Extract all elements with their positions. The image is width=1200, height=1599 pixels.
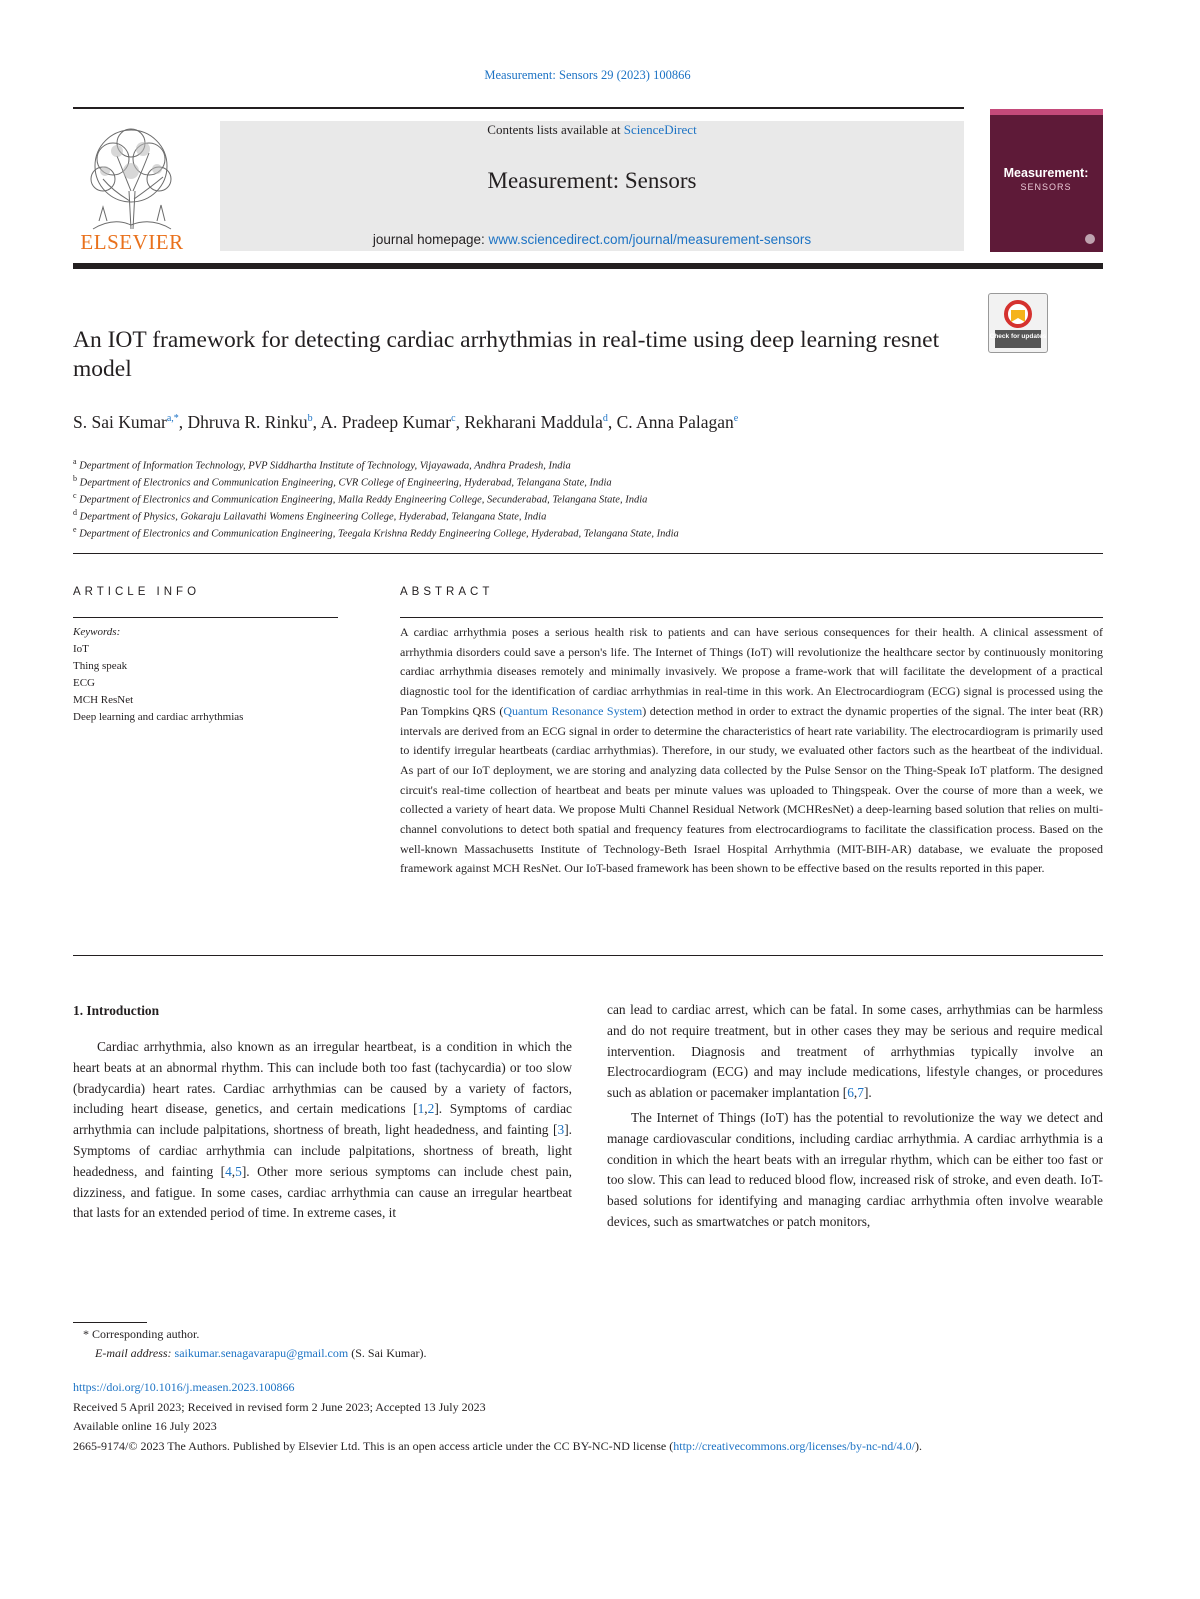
header-rule: [73, 107, 964, 109]
license-link[interactable]: http://creativecommons.org/licenses/by-nc-nd/4.0/: [673, 1438, 915, 1453]
intro-paragraph-2: The Internet of Things (IoT) has the potential to revolutionize the way we detect and manage cardiovascular conditions, including cardiac arrhythmia. A cardiac arrhythmia is a condition in which the heart beats with an irregular rhythm, which can be either too fast or too slow. This can lead to reduced blood flow, increased risk of stroke, and even death. IoT-based solutions for identifying and managing cardiac arrhythmia often involve wearable devices, such as smartwatches or patch monitors,: [607, 1109, 1103, 1229]
author-affiliation-marker[interactable]: d: [602, 413, 608, 425]
abstract-heading: ABSTRACT: [400, 586, 494, 598]
affiliation-key: a: [73, 457, 77, 466]
elsevier-wordmark: ELSEVIER: [80, 230, 184, 253]
cover-image: [990, 109, 1103, 252]
author-separator: ,: [178, 412, 188, 432]
affiliation-text: Department of Physics, Gokaraju Lailavathi Womens Engineering College, Hyderabad, Telangana State, India: [79, 511, 547, 523]
author-affiliation-marker[interactable]: c: [451, 413, 456, 425]
keywords-block: [73, 624, 338, 726]
cover-title: Measurement:: [1003, 166, 1089, 180]
homepage-line: [220, 232, 964, 247]
license-line: 2665-9174/© 2023 The Authors. Published by Elsevier Ltd. This is an open access article under the CC BY-NC-ND license (http://creativecommons.org/licenses/by-nc-nd/4.0/).: [73, 1438, 922, 1453]
abstract-part1: A cardiac arrhythmia poses a serious health risk to patients and can have serious consequences for their health. A clinical assessment of arrhythmia disorders could save a person's life. The Internet of Things (IoT) will revolutionize the healthcare sector by continuously monitoring cardiac arrhythmia diseases remotely and minimally invasively. We propose a frame-work that will facilitate the development of a practical diagnostic tool for the identification of cardiac arrhythmias in real-time in this work. An Electrocardiogram (ECG) signal is processed using the Pan Tompkins QRS (: [400, 625, 1103, 718]
article-title: An IOT framework for detecting cardiac arrhythmias in real-time using deep learning resnet model: [73, 327, 940, 382]
ref-link[interactable]: 6: [847, 1085, 854, 1101]
ref-link[interactable]: 3: [557, 1122, 565, 1138]
affiliation-text: Department of Electronics and Communication Engineering, Teegala Krishna Reddy Engineering College, Hyderabad, Telangana State, India: [79, 528, 679, 540]
right-column: [607, 1000, 1103, 1233]
author-name: Rekharani Maddula: [464, 412, 603, 432]
email-line: [73, 1344, 673, 1363]
keyword-item: IoT: [73, 643, 89, 655]
affiliation-text: Department of Electronics and Communication Engineering, CVR College of Engineering, Hyderabad, Telangana State, India: [79, 477, 612, 489]
introduction-heading: 1. Introduction: [73, 1003, 160, 1018]
abstract-separator: [73, 955, 1103, 956]
author-name: C. Anna Palagan: [616, 412, 734, 432]
header-thick-rule: [73, 263, 1103, 269]
article-info-rule: [73, 617, 338, 618]
abstract-text: [400, 623, 1103, 879]
email-link[interactable]: saikumar.senagavarapu@gmail.com: [174, 1346, 349, 1360]
author-separator: ,: [455, 412, 465, 432]
author-affiliation-marker[interactable]: b: [307, 413, 313, 425]
keyword-item: ECG: [73, 677, 95, 689]
authors-separator: [73, 553, 1103, 554]
contents-line: [220, 122, 964, 138]
author-name: A. Pradeep Kumar: [320, 412, 452, 432]
affiliation-key: c: [73, 491, 77, 500]
author-name: Dhruva R. Rinku: [187, 412, 308, 432]
author-separator: ,: [607, 412, 617, 432]
author-list: [73, 412, 1103, 433]
sciencedirect-link[interactable]: ScienceDirect: [623, 122, 697, 137]
footnote: [73, 1325, 673, 1363]
corresponding-author-note: [73, 1325, 673, 1344]
journal-cover[interactable]: [990, 109, 1103, 252]
footnote-marker: *: [83, 1327, 89, 1341]
homepage-prefix: journal homepage:: [372, 232, 489, 247]
email-label: E-mail address:: [95, 1346, 172, 1360]
affiliation-e: [73, 522, 1103, 543]
abstract-part2: ) detection method in order to extract the dynamic properties of the signal. The inter beat (RR) intervals are derived from an ECG signal in order to determine the characteristics of heart rate variability. The electrocardiogram is primarily used to identify irregular heartbeats (cardiac arrhythmias). Therefore, in our study, we evaluated other factors such as the heartbeat of the individual. As part of our IoT deployment, we are storing and analyzing data collected by the Pulse Sensor on the Thing-Speak IoT platform. The designed circuit's real-time collection of heartbeat and beats per minute values was uploaded to Thingspeak. Over the course of more than a week, we collected a variety of heart data. We propose Multi Channel Residual Network (MCHResNet) a deep-learning based solution that relies on multi-channel convolutions to detect both spatial and frequency features from electrocardiograms to facilitate the classification process. Based on the well-known Massachusetts Institute of Technology-Beth Israel Hospital Arrhythmia (MIT-BIH-AR) database, we evaluate the proposed framework against MCH ResNet. Our IoT-based framework has been shown to be effective based on the results reported in this paper.: [400, 703, 1103, 876]
crossmark-label: Check for updates: [989, 333, 1047, 340]
abstract-rule: [400, 617, 1103, 618]
check-for-updates-badge[interactable]: [988, 293, 1048, 353]
publication-info: [73, 1378, 1103, 1456]
contents-prefix: Contents lists available at: [487, 122, 624, 137]
abstract-link[interactable]: Quantum Resonance System: [503, 703, 643, 718]
article-info-heading: ARTICLE INFO: [73, 586, 201, 598]
email-suffix: (S. Sai Kumar).: [351, 1346, 427, 1360]
affiliation-text: Department of Electronics and Communication Engineering, Malla Reddy Engineering College, Secunderabad, Telangana State, India: [79, 494, 648, 506]
ref-link[interactable]: 4: [225, 1163, 232, 1179]
author-name: S. Sai Kumar: [73, 412, 167, 432]
affiliation-key: b: [73, 474, 77, 483]
crossmark-icon: [989, 294, 1047, 352]
author-affiliation-marker[interactable]: e: [733, 413, 739, 425]
ref-link[interactable]: 2: [427, 1101, 435, 1117]
online-date: Available online 16 July 2023: [73, 1419, 217, 1433]
affiliation-key: d: [73, 508, 77, 517]
keyword-list: [73, 641, 338, 726]
author-affiliation-marker[interactable]: a,*: [166, 413, 179, 425]
footnote-rule: [73, 1322, 147, 1323]
elsevier-tree-icon: [73, 121, 191, 253]
keyword-item: Deep learning and cardiac arrhythmias: [73, 711, 244, 723]
affiliation-text: Department of Information Technology, PVP Siddhartha Institute of Technology, Vijayawada, Andhra Pradesh, India: [79, 460, 571, 472]
homepage-link[interactable]: www.sciencedirect.com/journal/measurement-sensors: [488, 232, 812, 247]
intro-paragraph-1-cont: can lead to cardiac arrest, which can be fatal. In some cases, arrhythmias can be harmless and do not require treatment, but in other cases they may be serious and require medical intervention. Diagnosis and treatment of arrhythmias typically involve an Electrocardiogram (ECG) and may include medications, lifestyle changes, or procedures such as ablation or pacemaker implantation [6,7].: [607, 1002, 1103, 1101]
ref-link[interactable]: 1: [417, 1101, 425, 1117]
affiliation-key: e: [73, 525, 77, 534]
cover-subtitle: SENSORS: [1020, 182, 1072, 192]
running-head[interactable]: Measurement: Sensors 29 (2023) 100866: [484, 68, 691, 82]
ref-link[interactable]: 7: [857, 1085, 864, 1101]
ref-link[interactable]: 5: [235, 1163, 242, 1179]
elsevier-logo: [73, 121, 191, 253]
keywords-label: Keywords:: [73, 626, 121, 638]
author-separator: ,: [312, 412, 321, 432]
corresponding-label: Corresponding author.: [92, 1327, 200, 1341]
journal-name: Measurement: Sensors: [487, 168, 697, 193]
keyword-item: MCH ResNet: [73, 694, 134, 706]
left-column: [73, 1037, 572, 1224]
doi-link[interactable]: https://doi.org/10.1016/j.measen.2023.100866: [73, 1380, 295, 1394]
received-dates: Received 5 April 2023; Received in revised form 2 June 2023; Accepted 13 July 2023: [73, 1399, 486, 1414]
keyword-item: Thing speak: [73, 660, 128, 672]
intro-paragraph-1: Cardiac arrhythmia, also known as an irregular heartbeat, is a condition in which the heart beats at an abnormal rhythm. This can include both too fast (tachycardia) or too slow (bradycardia) heart rates. Cardiac arrhythmias can be caused by a variety of factors, including heart disease, genetics, and certain medications [1,2]. Symptoms of cardiac arrhythmia can include palpitations, shortness of breath, light headedness, and fainting [3]. Symptoms of cardiac arrhythmia can include palpitations, shortness of breath, light headedness, and fainting [4,5]. Other more serious symptoms can include chest pain, dizziness, and fatigue. In some cases, cardiac arrhythmia can cause an irregular heartbeat that lasts for an extended period of time. In extreme cases, it: [73, 1039, 572, 1221]
